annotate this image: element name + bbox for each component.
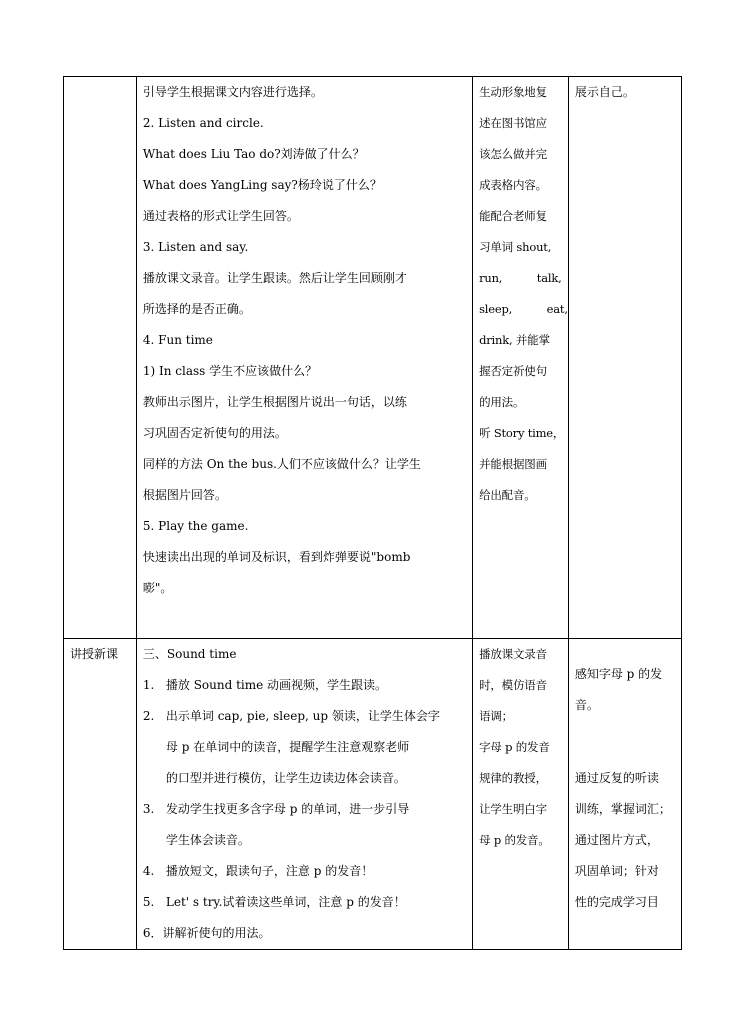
list-item <box>143 794 466 856</box>
item-number: 2. <box>142 709 155 723</box>
design-purpose-cell <box>568 77 681 639</box>
text-line: 5. Play the game. <box>142 519 249 533</box>
text-line: 学生体会读音。 <box>165 833 250 847</box>
text-line: 能配合老师复 <box>479 209 547 223</box>
text-line: 成表格内容。 <box>479 178 547 192</box>
text-line: 快速读出出现的单词及标识，看到炸弹要说"bomb <box>142 550 411 564</box>
text-line: 性的完成学习目 <box>574 895 659 909</box>
text-line: 音。 <box>574 698 599 712</box>
item-number: 5. <box>142 895 155 909</box>
text-line: Let' s try.试着读这些单词，注意 p 的发音！ <box>165 895 406 909</box>
text-line: 所选择的是否正确。 <box>142 302 251 316</box>
text-line: 播放短文，跟读句子，注意 p 的发音！ <box>165 864 374 878</box>
text-line: 发动学生找更多含字母 p 的单词，进一步引导 <box>165 802 410 816</box>
stage-label: 讲授新课 <box>70 647 119 661</box>
list-item <box>143 701 466 794</box>
text-line: 教师出示图片，让学生根据图片说出一句话，以练 <box>142 395 407 409</box>
table-row <box>64 77 682 639</box>
student-activity-cell <box>473 77 569 639</box>
text-line: 听 Story time， <box>479 426 565 440</box>
text-line: 出示单词 cap, pie, sleep, up 领读，让学生体会字 <box>165 709 440 723</box>
item-number: 1. <box>142 678 155 692</box>
text-line: 述在图书馆应 <box>479 116 547 130</box>
text-line: 习单词 shout, <box>479 240 552 254</box>
text-line: What does Liu Tao do?刘涛做了什么？ <box>142 147 365 161</box>
text-line: 语调； <box>479 709 513 723</box>
text-line: 播放课文录音。让学生跟读。然后让学生回顾刚才 <box>142 271 407 285</box>
text-line: 6．讲解祈使句的用法。 <box>142 926 271 940</box>
design-purpose-cell <box>568 639 681 950</box>
lesson-plan-table <box>63 76 682 950</box>
text-line: 时，模仿语音 <box>479 678 547 692</box>
text-line: 巩固单词；针对 <box>574 864 659 878</box>
stage-cell <box>64 77 137 639</box>
text-line: 引导学生根据课文内容进行选择。 <box>142 85 323 99</box>
text-line: 通过图片方式， <box>574 833 659 847</box>
text-line: What does YangLing say?杨玲说了什么？ <box>142 178 382 192</box>
text-line: 习巩固否定祈使句的用法。 <box>142 426 287 440</box>
text-line: 给出配音。 <box>479 488 536 502</box>
stage-cell <box>64 639 137 950</box>
text-line: 的口型并进行模仿，让学生边读边体会读音。 <box>165 771 406 785</box>
text-line: 通过反复的听读 <box>574 771 659 785</box>
text-line: 并能根据图画 <box>479 457 547 471</box>
item-number: 4. <box>142 864 155 878</box>
text-line: 让学生明白字 <box>479 802 547 816</box>
teacher-activity-cell <box>136 639 472 950</box>
text-line: 的用法。 <box>479 395 525 409</box>
list-item <box>143 670 466 701</box>
teacher-activity-cell <box>136 77 472 639</box>
text-line: 3. Listen and say. <box>142 240 249 254</box>
text-line: 4. Fun time <box>142 333 213 347</box>
table-row <box>64 639 682 950</box>
text-line: 训练，掌握词汇； <box>574 802 671 816</box>
text-line: 感知字母 p 的发 <box>574 667 663 681</box>
student-activity-cell <box>473 639 569 950</box>
list-item <box>143 887 466 918</box>
text-line: 字母 p 的发音 <box>479 740 550 754</box>
text-line: 根据图片回答。 <box>142 488 227 502</box>
text-line: run, talk, <box>479 271 562 285</box>
text-line: 母 p 的发音。 <box>479 833 550 847</box>
text-line: 该怎么做并完 <box>479 147 547 161</box>
text-line: 规律的教授， <box>479 771 547 785</box>
text-line: 嘭"。 <box>142 581 173 595</box>
text-line: 握否定祈使句 <box>479 364 547 378</box>
list-item <box>143 856 466 887</box>
item-number: 3. <box>142 802 155 816</box>
text-line: 同样的方法 On the bus.人们不应该做什么？让学生 <box>142 457 421 471</box>
text-line: 生动形象地复 <box>479 85 547 99</box>
text-line: 展示自己。 <box>574 85 635 99</box>
text-line: 播放 Sound time 动画视频，学生跟读。 <box>165 678 388 692</box>
text-line: drink, 并能掌 <box>479 333 550 347</box>
text-line: 1) In class 学生不应该做什么？ <box>142 364 318 378</box>
section-heading: 三、Sound time <box>142 647 237 661</box>
text-line: 2. Listen and circle. <box>142 116 264 130</box>
text-line: 播放课文录音 <box>479 647 547 661</box>
text-line: sleep, eat, <box>479 302 568 316</box>
text-line: 通过表格的形式让学生回答。 <box>142 209 299 223</box>
text-line: 母 p 在单词中的读音，提醒学生注意观察老师 <box>165 740 410 754</box>
